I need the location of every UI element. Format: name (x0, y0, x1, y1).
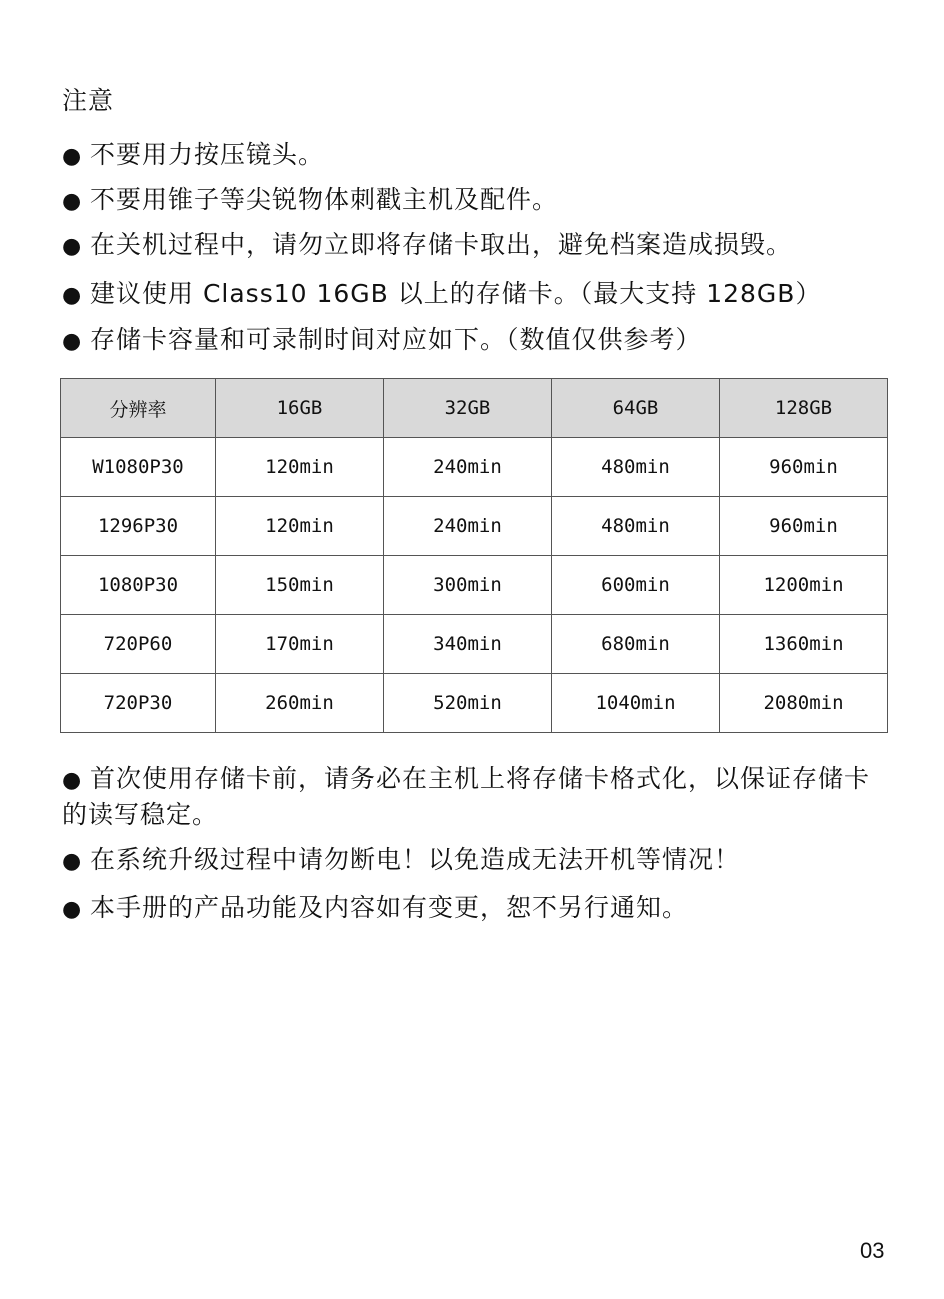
table-cell: 240min (384, 438, 552, 497)
table-cell: 720P60 (61, 615, 216, 674)
table-cell: 170min (216, 615, 384, 674)
note-text: 不要用力按压镜头。 (90, 140, 325, 169)
bullet-icon: ● (62, 144, 83, 169)
page-number: 03 (860, 1238, 885, 1263)
table-row (61, 674, 888, 733)
note-item (62, 323, 892, 359)
table-cell: 150min (216, 556, 384, 615)
table-cell: 480min (552, 497, 720, 556)
table-cell: 960min (720, 497, 888, 556)
note-text: 在系统升级过程中请勿断电！以免造成无法开机等情况！ (90, 845, 741, 874)
table-row (61, 615, 888, 674)
header-16gb: 16GB (216, 379, 384, 438)
table-cell: 480min (552, 438, 720, 497)
note-text: 建议使用 Class10 16GB 以上的存储卡。（最大支持 128GB） (90, 279, 822, 308)
table-cell: 720P30 (61, 674, 216, 733)
header-resolution: 分辨率 (61, 379, 216, 438)
table-cell: 1040min (552, 674, 720, 733)
note-text: 首次使用存储卡前，请务必在主机上将存储卡格式化，以保证存储卡的读写稳定。 (62, 764, 871, 829)
table-cell: 1360min (720, 615, 888, 674)
table-cell: 2080min (720, 674, 888, 733)
note-text: 在关机过程中，请勿立即将存储卡取出，避免档案造成损毁。 (90, 230, 793, 259)
note-text: 不要用锥子等尖锐物体刺戳主机及配件。 (90, 185, 559, 214)
note-item (62, 277, 892, 313)
table-header-row (61, 379, 888, 438)
table-row (61, 497, 888, 556)
header-128gb: 128GB (720, 379, 888, 438)
table-cell: 680min (552, 615, 720, 674)
note-text: 本手册的产品功能及内容如有变更，恕不另行通知。 (90, 893, 689, 922)
table-cell: 260min (216, 674, 384, 733)
note-text: 存储卡容量和可录制时间对应如下。（数值仅供参考） (90, 325, 702, 354)
note-item (62, 228, 892, 264)
bullet-icon: ● (62, 234, 83, 259)
header-32gb: 32GB (384, 379, 552, 438)
note-item (62, 891, 892, 927)
header-64gb: 64GB (552, 379, 720, 438)
table-cell: 340min (384, 615, 552, 674)
table-cell: 1080P30 (61, 556, 216, 615)
table-cell: W1080P30 (61, 438, 216, 497)
bullet-icon: ● (62, 329, 83, 354)
recording-time-table (60, 378, 888, 733)
bullet-icon: ● (62, 189, 83, 214)
note-item (62, 762, 890, 832)
table-cell: 960min (720, 438, 888, 497)
bullet-icon: ● (62, 283, 83, 308)
table-cell: 120min (216, 438, 384, 497)
table-cell: 120min (216, 497, 384, 556)
table-cell: 1296P30 (61, 497, 216, 556)
note-item (62, 843, 892, 879)
bullet-icon: ● (62, 897, 83, 922)
table-cell: 600min (552, 556, 720, 615)
table-cell: 1200min (720, 556, 888, 615)
table-cell: 520min (384, 674, 552, 733)
table-cell: 300min (384, 556, 552, 615)
bullet-icon: ● (62, 768, 83, 793)
bullet-icon: ● (62, 849, 83, 874)
page-title: 注意 (62, 86, 115, 115)
table-cell: 240min (384, 497, 552, 556)
table-row (61, 438, 888, 497)
note-item (62, 183, 892, 219)
table-row (61, 556, 888, 615)
note-item (62, 138, 892, 174)
